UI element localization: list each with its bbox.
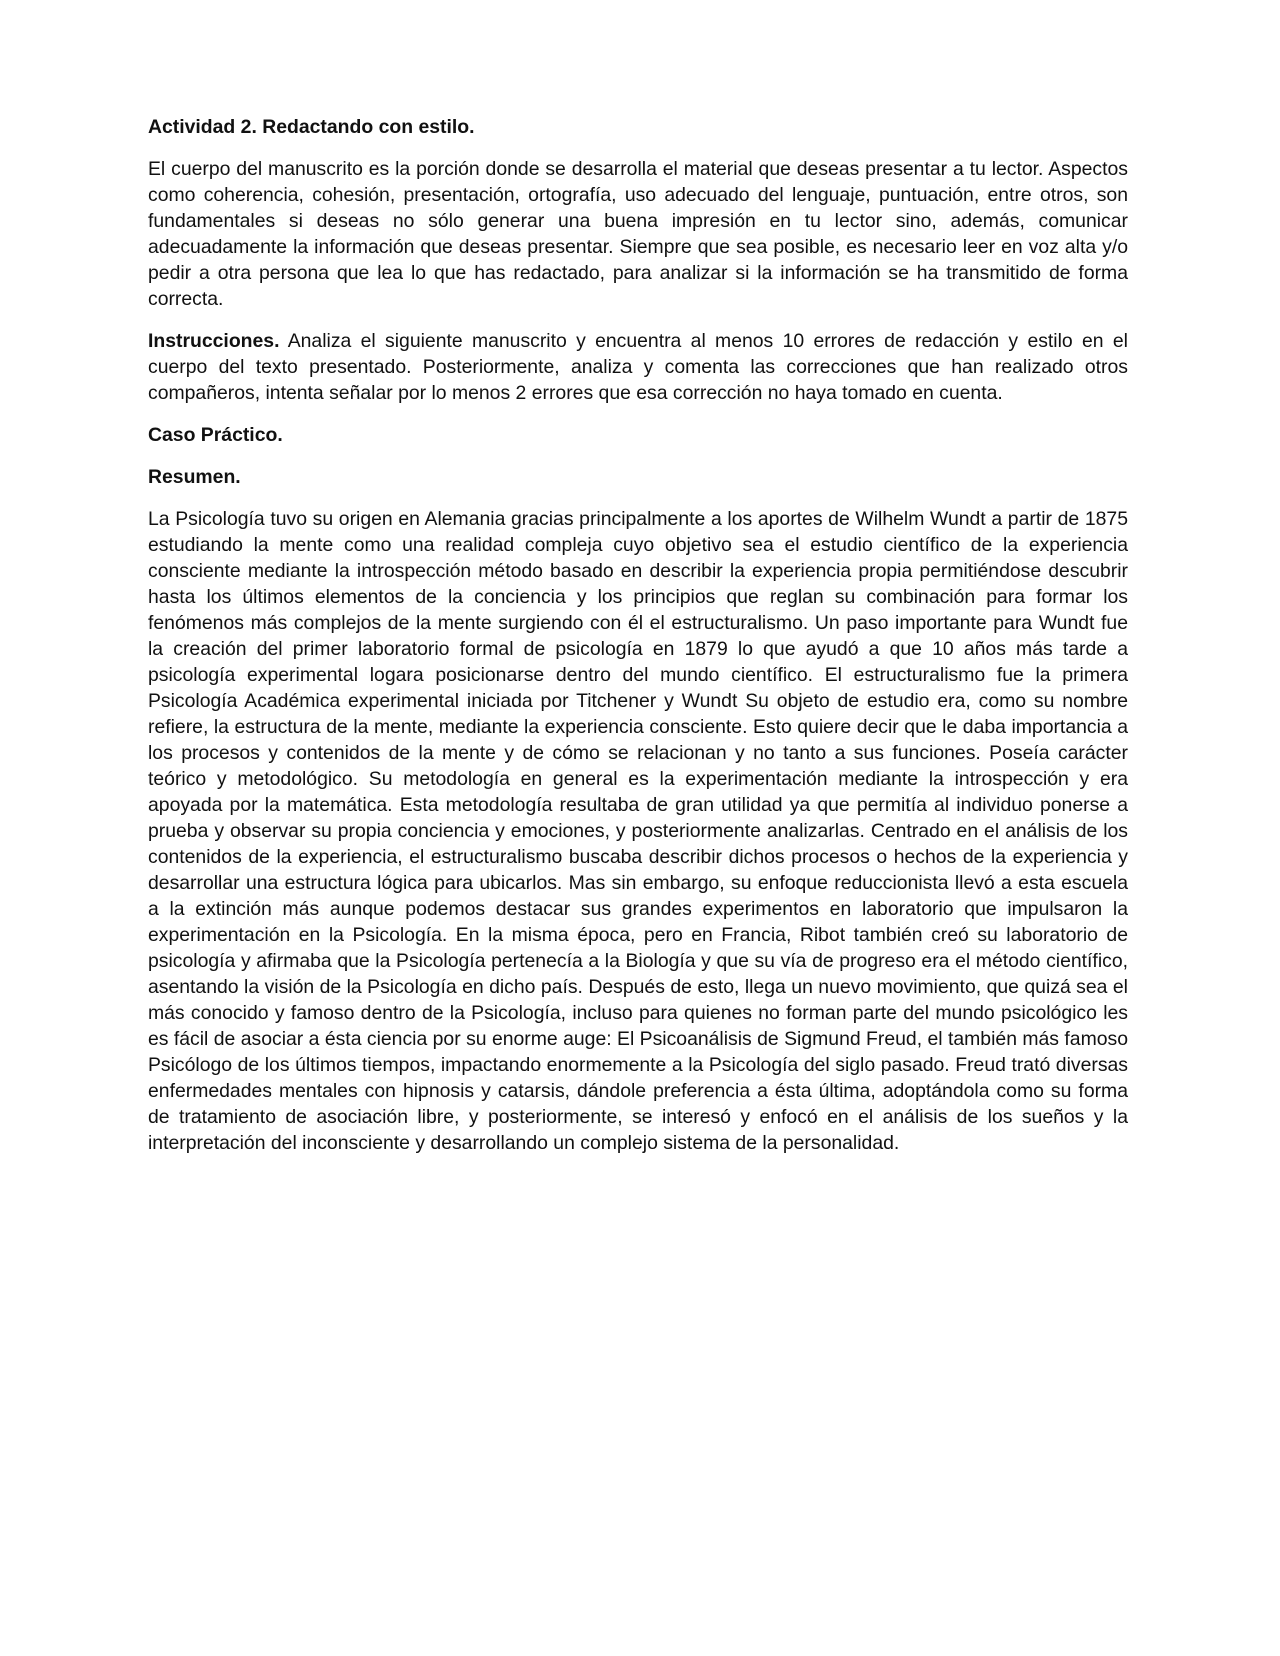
instructions-paragraph	[148, 328, 1128, 406]
case-heading: Caso Práctico.	[148, 424, 283, 446]
instructions-label: Instrucciones.	[148, 330, 280, 352]
intro-paragraph: El cuerpo del manuscrito es la porción donde se desarrolla el material que deseas presentar a tu lector. Aspectos como coherencia, cohesión, presentación, ortografía, uso adecuado del lenguaje, puntuación, entre otros, son fundamentales si deseas no sólo generar una buena impresión en tu lector sino, además, comunicar adecuadamente la información que deseas presentar. Siempre que sea posible, es necesario leer en voz alta y/o pedir a otra persona que lea lo que has redactado, para analizar si la información se ha transmitido de forma correcta.	[148, 158, 1128, 310]
summary-heading: Resumen.	[148, 466, 241, 488]
activity-title: Actividad 2. Redactando con estilo.	[148, 116, 475, 138]
summary-body: La Psicología tuvo su origen en Alemania gracias principalmente a los aportes de Wilhelm Wundt a partir de 1875 estudiando la mente como una realidad compleja cuyo objetivo sea el estudio científico de la experiencia consciente mediante la introspección método basado en describir la experiencia propia permitiéndose descubrir hasta los últimos elementos de la conciencia y los principios que reglan su combinación para formar los fenómenos más complejos de la mente surgiendo con él el estructuralismo. Un paso importante para Wundt fue la creación del primer laboratorio formal de psicología en 1879 lo que ayudó a que 10 años más tarde a psicología experimental logara posicionarse dentro del mundo científico. El estructuralismo fue la primera Psicología Académica experimental iniciada por Titchener y Wundt Su objeto de estudio era, como su nombre refiere, la estructura de la mente, mediante la experiencia consciente. Esto quiere decir que le daba importancia a los procesos y contenidos de la mente y de cómo se relacionan y no tanto a sus funciones. Poseía carácter teórico y metodológico. Su metodología en general es la experimentación mediante la introspección y era apoyada por la matemática. Esta metodología resultaba de gran utilidad ya que permitía al individuo ponerse a prueba y observar su propia conciencia y emociones, y posteriormente analizarlas. Centrado en el análisis de los contenidos de la experiencia, el estructuralismo buscaba describir dichos procesos o hechos de la experiencia y desarrollar una estructura lógica para ubicarlos. Mas sin embargo, su enfoque reduccionista llevó a esta escuela a la extinción más aunque podemos destacar sus grandes experimentos en laboratorio que impulsaron la experimentación en la Psicología. En la misma época, pero en Francia, Ribot también creó su laboratorio de psicología y afirmaba que la Psicología pertenecía a la Biología y que su vía de progreso era el método científico, asentando la visión de la Psicología en dicho país. Después de esto, llega un nuevo movimiento, que quizá sea el más conocido y famoso dentro de la Psicología, incluso para quienes no forman parte del mundo psicológico les es fácil de asociar a ésta ciencia por su enorme auge: El Psicoanálisis de Sigmund Freud, el también más famoso Psicólogo de los últimos tiempos, impactando enormemente a la Psicología del siglo pasado. Freud trató diversas enfermedades mentales con hipnosis y catarsis, dándole preferencia a ésta última, adoptándola como su forma de tratamiento de asociación libre, y posteriormente, se interesó y enfocó en el análisis de los sueños y la interpretación del inconsciente y desarrollando un complejo sistema de la personalidad.	[148, 508, 1128, 1154]
document-page	[148, 114, 1128, 1156]
instructions-text: Analiza el siguiente manuscrito y encuentra al menos 10 errores de redacción y estilo en el cuerpo del texto presentado. Posteriormente, analiza y comenta las correcciones que han realizado otros compañeros, intenta señalar por lo menos 2 errores que esa corrección no haya tomado en cuenta.	[148, 330, 1128, 404]
